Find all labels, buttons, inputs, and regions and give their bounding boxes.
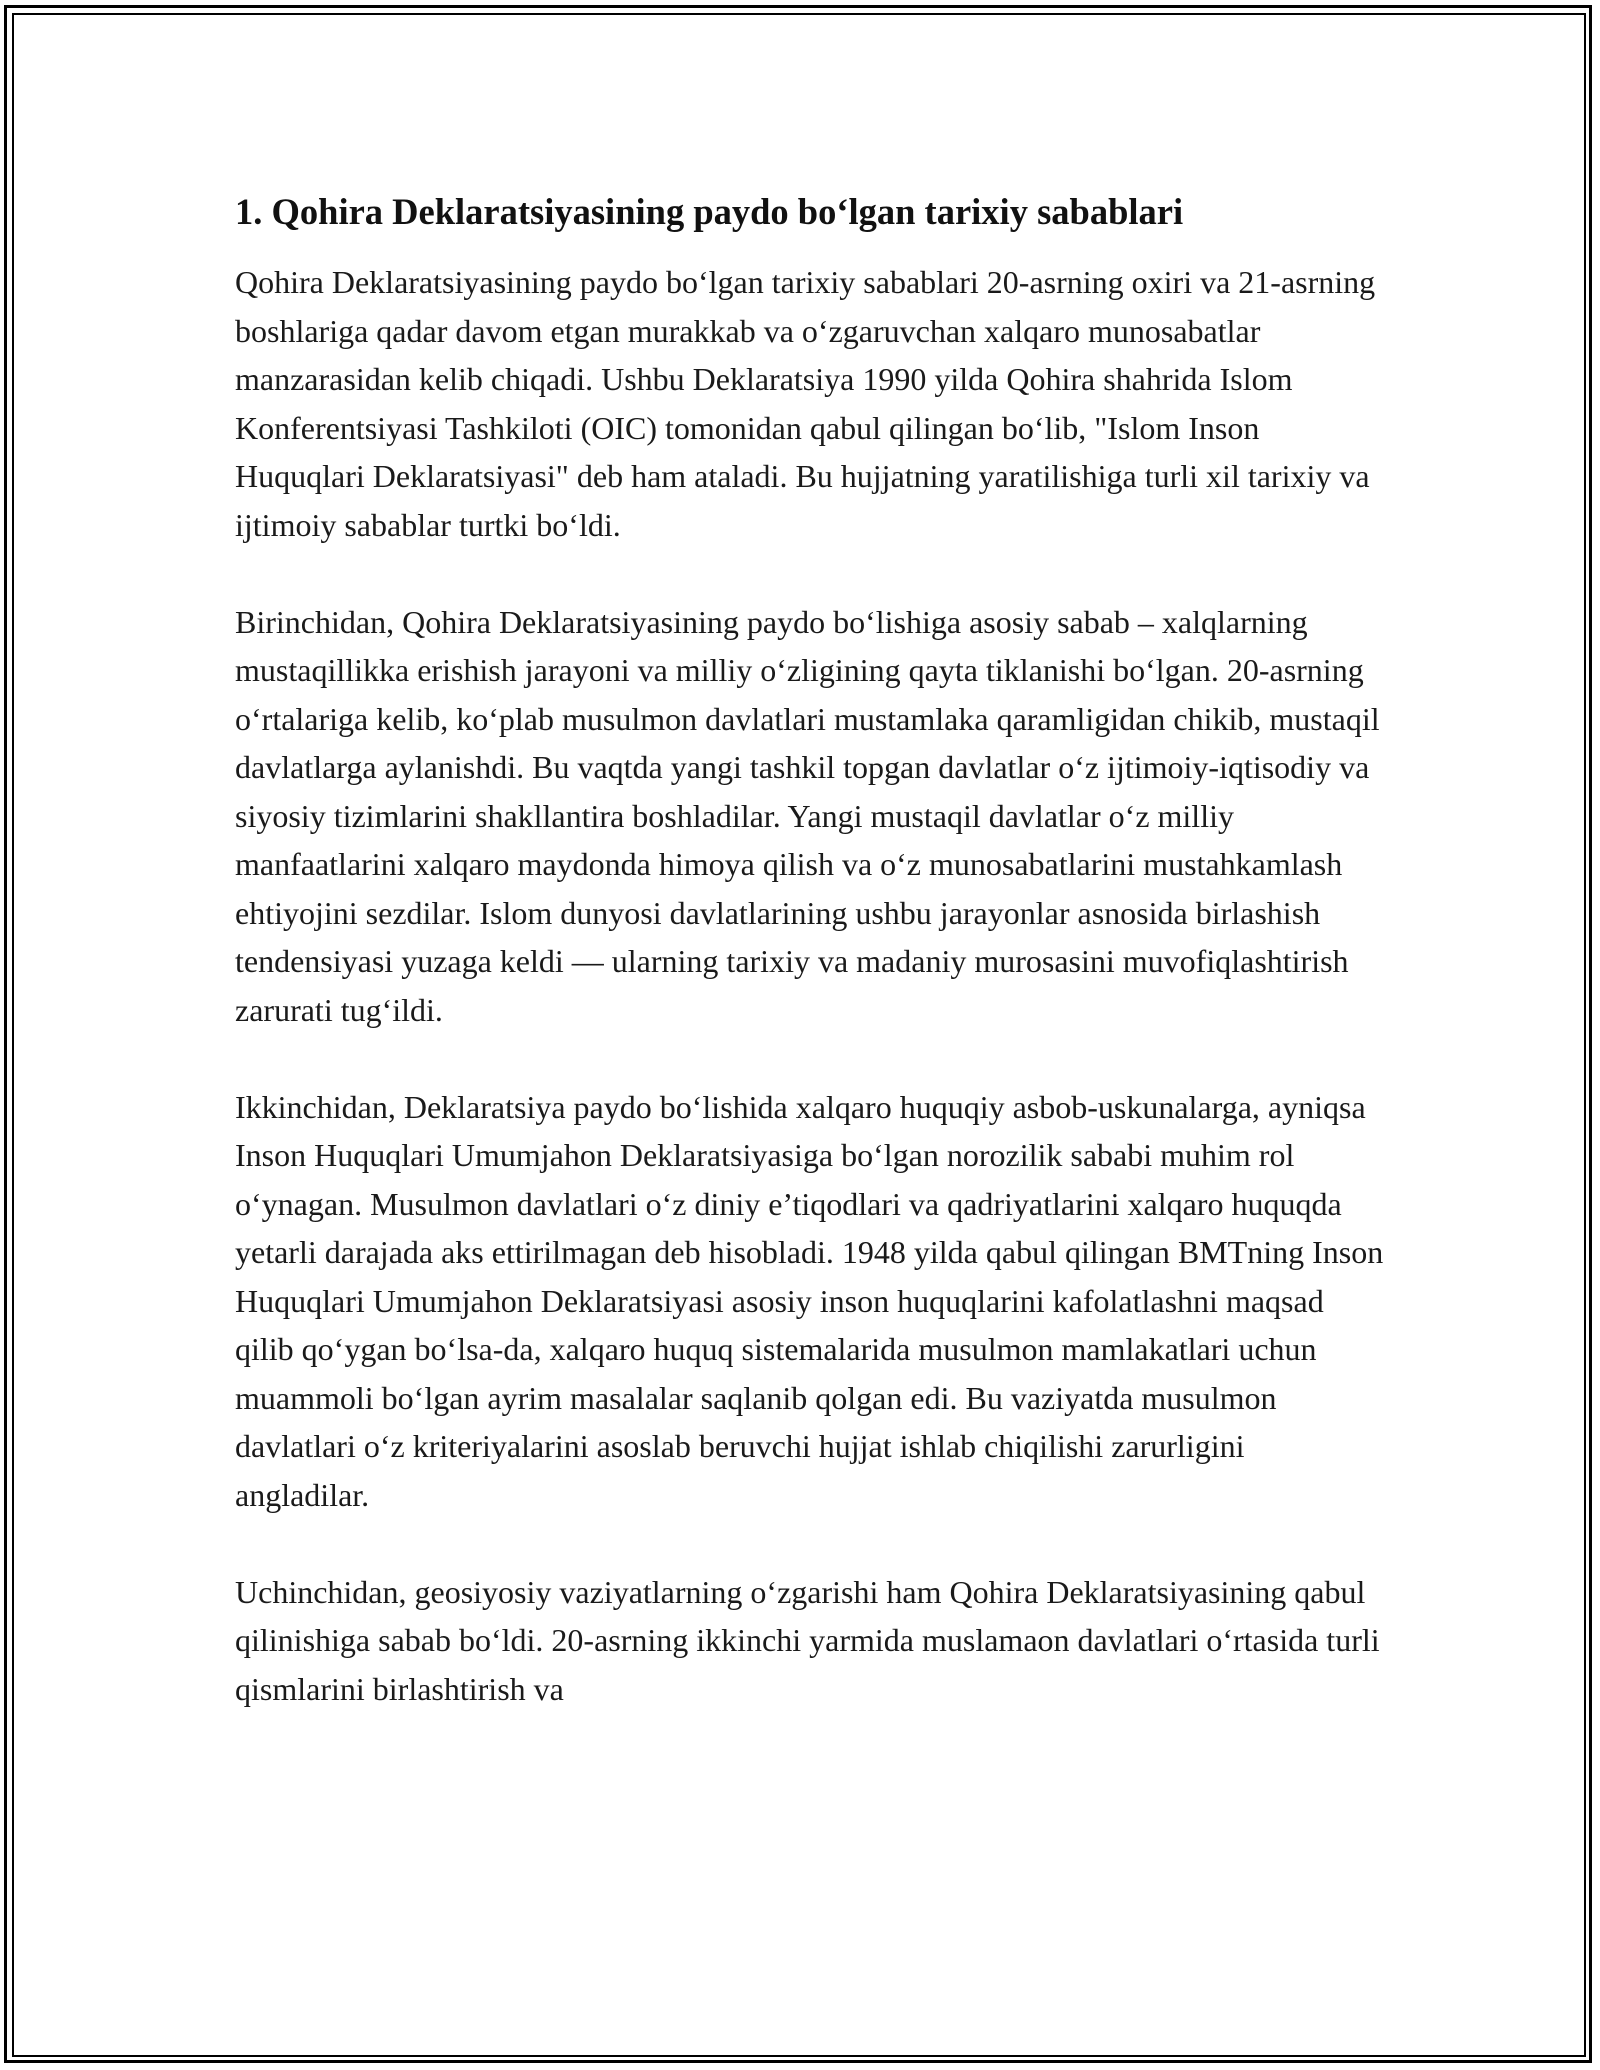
paragraph-intro: Qohira Deklaratsiyasining paydo bo‘lgan tarixiy sabablari 20-asrning oxiri va 21-asrning boshlariga qadar davom etgan murakkab va o‘zgaruvchan xalqaro munosabatlar manzarasidan kelib chiqadi. Ushbu Deklaratsiya 1990 yilda Qohira shahrida Islom Konferentsiyasi Tashkiloti (OIC) tomonidan qabul qilingan bo‘lib, "Islom Inson Huquqlari Deklaratsiyasi" deb ham ataladi. Bu hujjatning yaratilishiga turli xil tarixiy va ijtimoiy sabablar turtki bo‘ldi. (235, 264, 1376, 543)
paragraph-third-reason: Uchinchidan, geosiyosiy vaziyatlarning o‘zgarishi ham Qohira Deklaratsiyasining qabul qilinishiga sabab bo‘ldi. 20-asrning ikkinchi yarmida muslamaon davlatlari o‘rtasida turli qismlarini birlashtirish va (235, 1573, 1380, 1707)
document-body (235, 190, 1385, 1762)
paragraph-second-reason: Ikkinchidan, Deklaratsiya paydo bo‘lishida xalqaro huquqiy asbob-uskunalarga, ayniqsa Inson Huquqlari Umumjahon Deklaratsiyasiga bo‘lgan norozilik sababi muhim rol o‘ynagan. Musulmon davlatlari o‘z diniy e’tiqodlari va qadriyatlarini xalqaro huquqda yetarli darajada aks ettirilmagan deb hisobladi. 1948 yilda qabul qilingan BMTning Inson Huquqlari Umumjahon Deklaratsiyasi asosiy inson huquqlarini kafolatlashni maqsad qilib qo‘ygan bo‘lsa-da, xalqaro huquq sistemalarida musulmon mamlakatlari uchun muammoli bo‘lgan ayrim masalalar saqlanib qolgan edi. Bu vaziyatda musulmon davlatlari o‘z kriteriyalarini asoslab beruvchi hujjat ishlab chiqilishi zarurligini angladilar. (235, 1088, 1384, 1513)
section-heading: 1. Qohira Deklaratsiyasining paydo bo‘lgan tarixiy sabablari (235, 191, 1184, 232)
paragraph-first-reason: Birinchidan, Qohira Deklaratsiyasining paydo bo‘lishiga asosiy sabab – xalqlarning mustaqillikka erishish jarayoni va milliy o‘zligining qayta tiklanishi bo‘lgan. 20-asrning o‘rtalariga kelib, ko‘plab musulmon davlatlari mustamlaka qaramligidan chikib, mustaqil davlatlarga aylanishdi. Bu vaqtda yangi tashkil topgan davlatlar o‘z ijtimoiy-iqtisodiy va siyosiy tizimlarini shakllantira boshladilar. Yangi mustaqil davlatlar o‘z milliy manfaatlarini xalqaro maydonda himoya qilish va o‘z munosabatlarini mustahkamlash ehtiyojini sezdilar. Islom dunyosi davlatlarining ushbu jarayonlar asnosida birlashish tendensiyasi yuzaga keldi — ularning tarixiy va madaniy murosasini muvofiqlashtirish zarurati tug‘ildi. (235, 603, 1380, 1028)
